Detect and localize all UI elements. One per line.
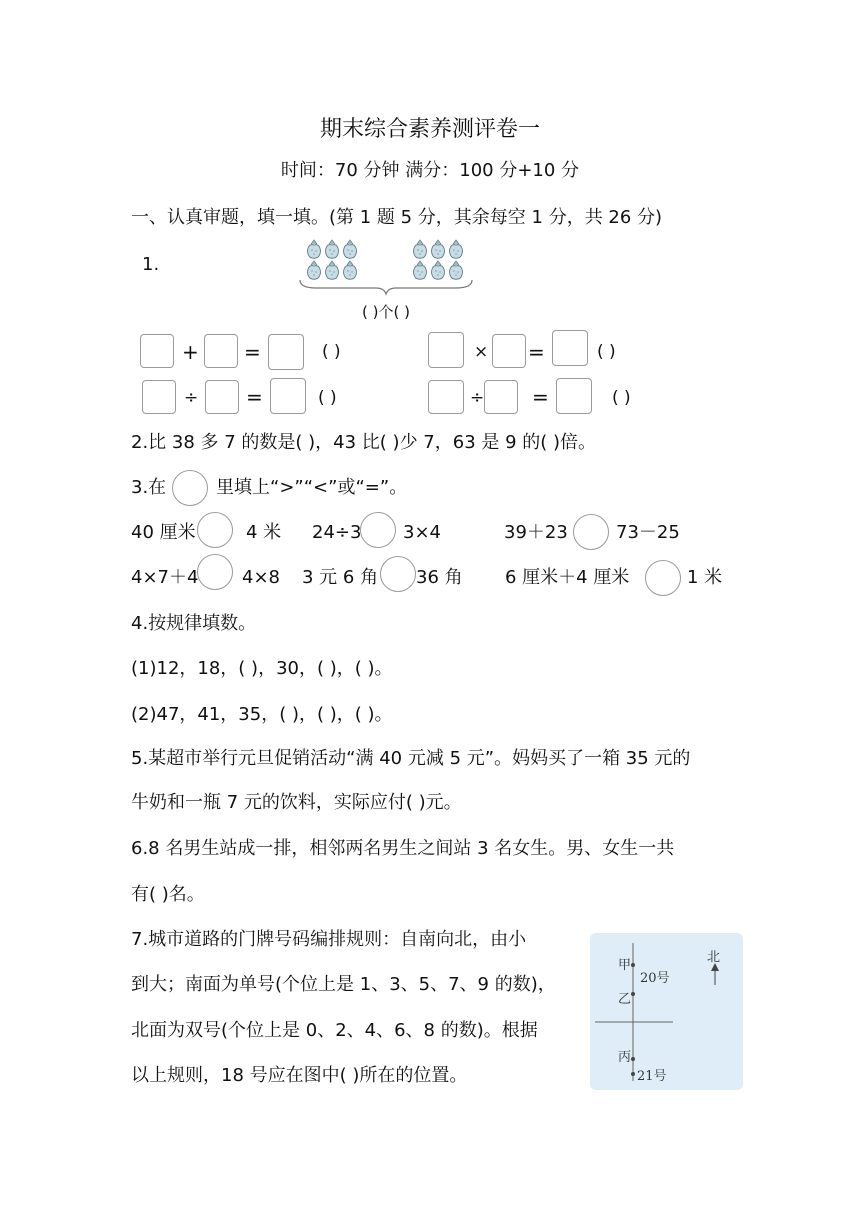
brace-icon <box>300 280 472 294</box>
label-jia: 甲 <box>618 958 632 973</box>
question-2: 2.比 38 多 7 的数是( )，43 比( )少 7，63 是 9 的( )倍。 <box>131 432 597 453</box>
compare-right: 4 米 <box>246 522 282 543</box>
compare-left: 4×7＋4 <box>131 567 199 588</box>
answer-box[interactable] <box>268 334 304 370</box>
question-7-line4: 以上规则，18 号应在图中( )所在的位置。 <box>131 1065 468 1086</box>
question-6-line2: 有( )名。 <box>131 884 205 905</box>
compare-right: 3×4 <box>403 522 441 543</box>
brace-label: ( )个( ) <box>362 303 410 321</box>
compare-left: 3 元 6 角 <box>302 567 379 588</box>
section-heading: 一、认真审题，填一填。(第 1 题 5 分，其余每空 1 分，共 26 分) <box>131 207 663 228</box>
house-number-21: 21号 <box>637 1069 667 1084</box>
equals-sign: = <box>246 385 263 409</box>
compare-circle[interactable] <box>197 554 233 590</box>
answer-box[interactable] <box>270 378 306 414</box>
compare-circle[interactable] <box>380 556 416 592</box>
answer-box[interactable] <box>484 380 518 414</box>
question-4: 4.按规律填数。 <box>131 613 257 634</box>
street-map <box>590 933 743 1090</box>
answer-box[interactable] <box>552 330 588 366</box>
question-7-line1: 7.城市道路的门牌号码编排规则：自南向北，由小 <box>131 929 527 950</box>
unit-blank[interactable]: ( ) <box>318 388 337 408</box>
equals-sign: = <box>532 385 549 409</box>
question-5-line2: 牛奶和一瓶 7 元的饮料，实际应付( )元。 <box>131 792 462 813</box>
answer-box[interactable] <box>428 380 464 414</box>
strawberry-group-left <box>308 240 357 279</box>
compare-left: 24÷3 <box>312 522 362 543</box>
compare-right: 36 角 <box>416 567 463 588</box>
compare-circle[interactable] <box>360 512 396 548</box>
question-3-instruction: 里填上“>”“<”或“=”。 <box>216 477 408 498</box>
equals-sign: = <box>244 340 261 364</box>
divide-sign: ÷ <box>470 388 485 408</box>
north-label: 北 <box>707 950 721 965</box>
answer-box[interactable] <box>556 378 592 414</box>
compare-circle[interactable] <box>573 514 609 550</box>
answer-box[interactable] <box>204 334 238 368</box>
answer-box[interactable] <box>140 334 174 368</box>
unit-blank[interactable]: ( ) <box>612 388 631 408</box>
compare-circle[interactable] <box>197 512 233 548</box>
divide-sign: ÷ <box>184 388 199 408</box>
sequence-2: (2)47，41，35，( )，( )，( )。 <box>131 704 393 725</box>
question-5-line1: 5.某超市举行元旦促销活动“满 40 元减 5 元”。妈妈买了一箱 35 元的 <box>131 748 691 769</box>
plus-sign: + <box>182 340 199 364</box>
equals-sign: = <box>528 340 545 364</box>
unit-blank[interactable]: ( ) <box>322 342 341 362</box>
question-3-prefix: 3.在 <box>131 477 167 498</box>
strawberry-groups-image <box>296 234 476 296</box>
page-title: 期末综合素养测评卷一 <box>319 117 540 142</box>
strawberry-group-right <box>414 240 463 279</box>
answer-box[interactable] <box>492 334 526 368</box>
question-7-line3: 北面为双号(个位上是 0、2、4、6、8 的数)。根据 <box>131 1020 538 1041</box>
house-number-20: 20号 <box>640 971 670 986</box>
question-6-line1: 6.8 名男生站成一排，相邻两名男生之间站 3 名女生。男、女生一共 <box>131 838 675 859</box>
answer-box[interactable] <box>428 332 464 368</box>
answer-box[interactable] <box>142 380 176 414</box>
compare-left: 6 厘米＋4 厘米 <box>505 567 630 588</box>
times-sign: × <box>474 342 489 362</box>
question-number: 1. <box>142 254 160 275</box>
compare-circle[interactable] <box>645 560 681 596</box>
example-circle <box>172 470 208 506</box>
compare-right: 4×8 <box>242 567 280 588</box>
compare-right: 73－25 <box>616 522 680 543</box>
compare-left: 40 厘米 <box>131 522 196 543</box>
answer-box[interactable] <box>205 380 239 414</box>
unit-blank[interactable]: ( ) <box>597 342 616 362</box>
exam-subtitle: 时间：70 分钟 满分：100 分+10 分 <box>280 160 580 181</box>
compare-left: 39＋23 <box>504 522 568 543</box>
label-yi: 乙 <box>618 992 632 1007</box>
label-bing: 丙 <box>618 1050 632 1065</box>
question-7-line2: 到大；南面为单号(个位上是 1、3、5、7、9 的数)， <box>131 974 556 995</box>
compare-right: 1 米 <box>687 567 723 588</box>
sequence-1: (1)12，18，( )，30，( )，( )。 <box>131 658 393 679</box>
